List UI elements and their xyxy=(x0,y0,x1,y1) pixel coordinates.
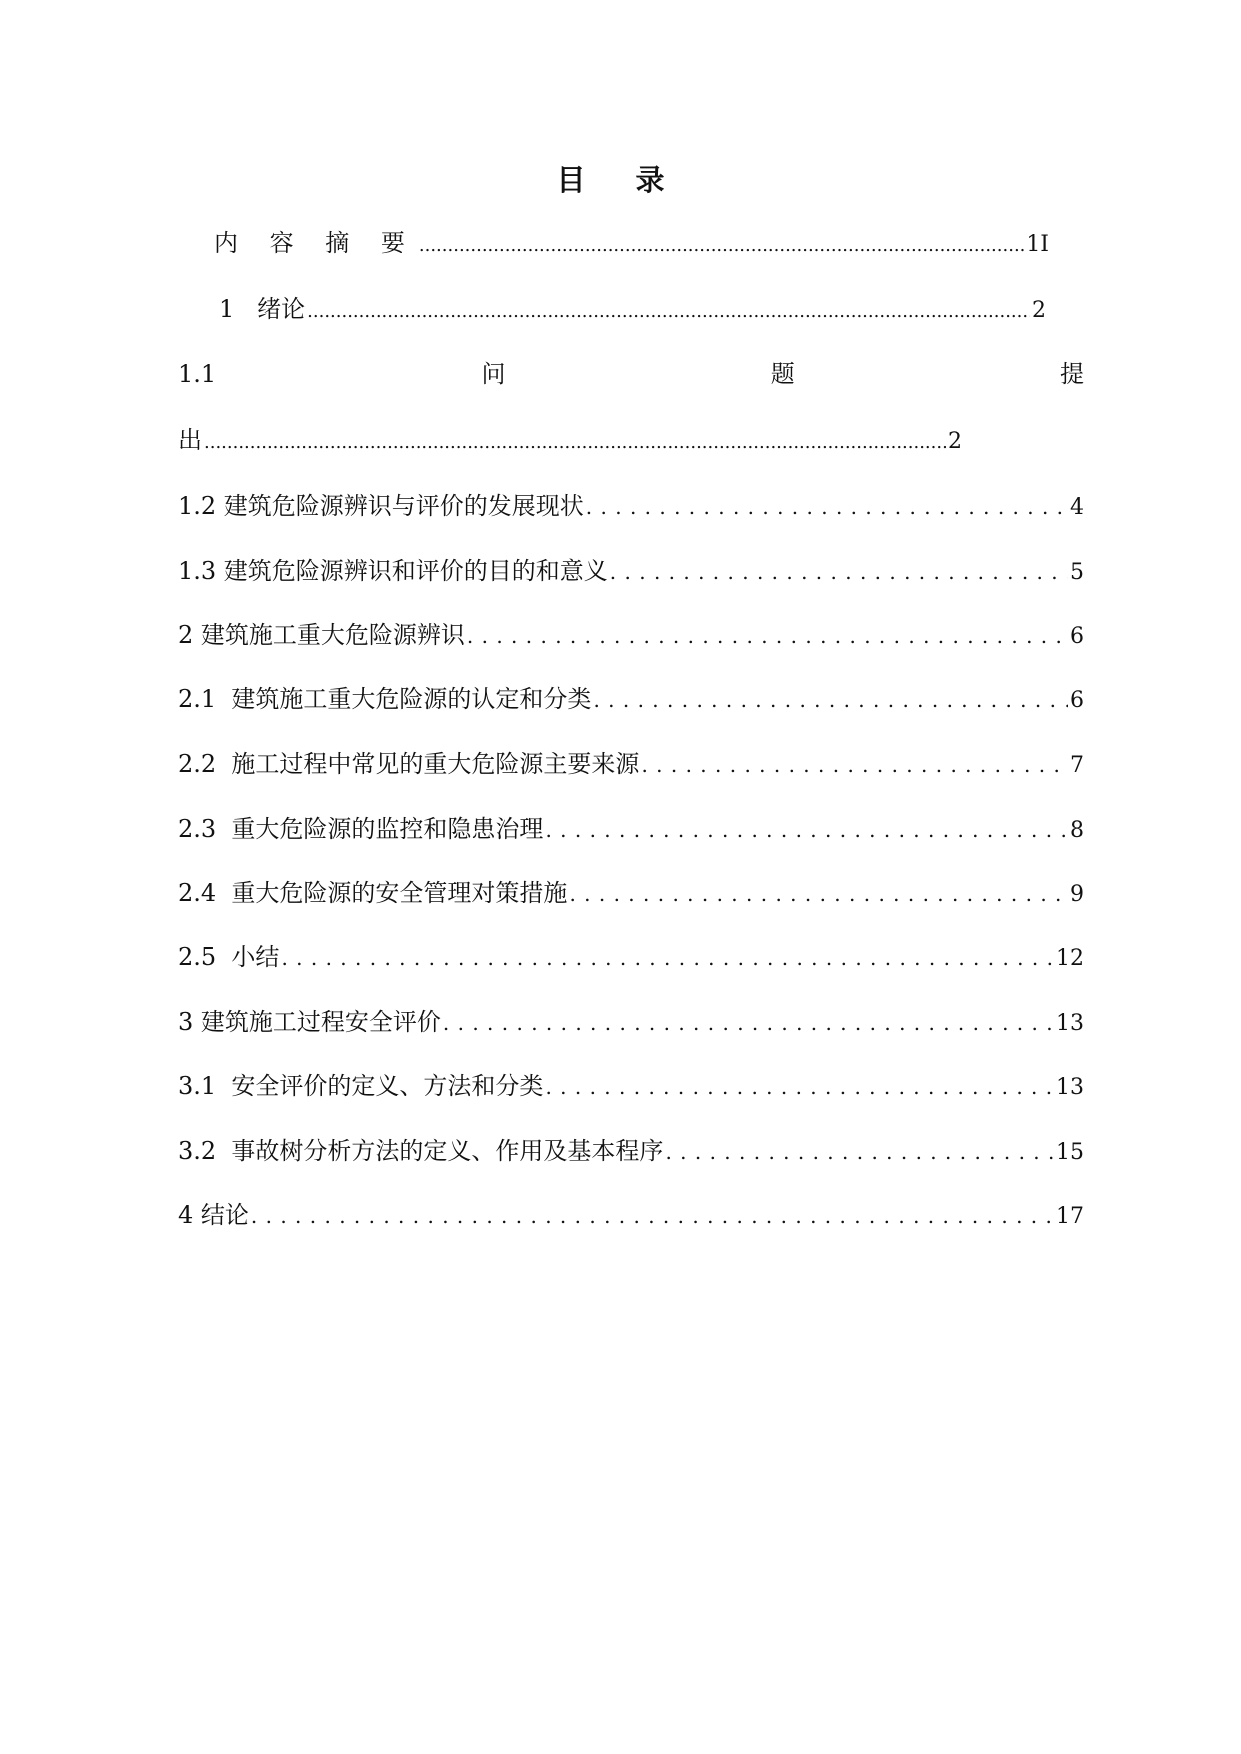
toc-entry-text: 3.1 安全评价的定义、方法和分类 xyxy=(178,1072,544,1100)
toc-entry-text: 3 建筑施工过程安全评价 xyxy=(178,1008,441,1036)
toc-page-number: 13 xyxy=(1056,1011,1084,1036)
toc-entry-text: 2.4 重大危险源的安全管理对策措施 xyxy=(178,879,568,907)
toc-entry-1-3[interactable] xyxy=(178,553,1084,591)
toc-leader-dots xyxy=(467,617,1068,654)
toc-leader-dots xyxy=(610,553,1068,590)
toc-leader-dots xyxy=(281,939,1054,976)
toc-entry-1-1[interactable] xyxy=(178,356,1084,392)
toc-entry-4[interactable] xyxy=(178,1197,1084,1235)
toc-entry-3-2[interactable] xyxy=(178,1133,1084,1171)
toc-page-number: 2 xyxy=(1032,298,1046,323)
toc-entry-text: 4 结论 xyxy=(178,1201,249,1229)
toc-entry-text: 2 建筑施工重大危险源辨识 xyxy=(178,621,465,649)
toc-entry-text-part: 提 xyxy=(1059,360,1084,388)
toc-leader-dots xyxy=(443,1004,1054,1041)
toc-entry-abstract[interactable] xyxy=(214,225,1049,264)
toc-leader-dots xyxy=(665,1133,1054,1170)
toc-page-number: 2 xyxy=(948,429,962,454)
toc-entry-text: 3.2 事故树分析方法的定义、作用及基本程序 xyxy=(178,1137,664,1165)
toc-entry-2-1[interactable] xyxy=(178,681,1084,719)
toc-entry-2[interactable] xyxy=(178,617,1084,655)
page-title: 目 录 xyxy=(556,163,685,197)
toc-leader-dots xyxy=(307,291,1030,330)
toc-entry-text: 2.1 建筑施工重大危险源的认定和分类 xyxy=(178,685,592,713)
toc-entry-text-part: 题 xyxy=(770,360,795,388)
toc-entry-introduction[interactable] xyxy=(219,291,1046,330)
toc-entry-text: 内 容 摘 要 xyxy=(214,229,417,257)
toc-leader-dots xyxy=(419,225,1024,264)
toc-entry-3[interactable] xyxy=(178,1004,1084,1042)
toc-leader-dots xyxy=(545,1068,1054,1105)
toc-entry-2-2[interactable] xyxy=(178,746,1084,784)
toc-leader-dots xyxy=(593,681,1068,718)
toc-leader-dots xyxy=(641,746,1068,783)
toc-entry-text: 1.3 建筑危险源辨识和评价的目的和意义 xyxy=(178,557,608,585)
toc-leader-dots xyxy=(204,422,946,461)
toc-leader-dots xyxy=(586,488,1068,525)
toc-entry-text: 2.5 小结 xyxy=(178,943,280,971)
toc-entry-text: 1.2 建筑危险源辨识与评价的发展现状 xyxy=(178,492,584,520)
toc-entry-text: 1 绪论 xyxy=(219,295,306,323)
toc-entry-text: 出 xyxy=(178,426,202,454)
toc-page-number: 5 xyxy=(1070,560,1084,585)
toc-page-number: 17 xyxy=(1056,1204,1084,1229)
toc-leader-dots xyxy=(569,875,1068,912)
toc-page-number: 15 xyxy=(1056,1140,1084,1165)
toc-leader-dots xyxy=(251,1197,1054,1234)
toc-entry-1-1-continued[interactable] xyxy=(178,422,962,461)
toc-page-number: 6 xyxy=(1070,688,1084,713)
toc-page-number: 4 xyxy=(1070,495,1084,520)
toc-entry-2-4[interactable] xyxy=(178,875,1084,913)
toc-page-number: 13 xyxy=(1056,1075,1084,1100)
toc-entry-text: 2.2 施工过程中常见的重大危险源主要来源 xyxy=(178,750,640,778)
toc-entry-1-2[interactable] xyxy=(178,488,1084,526)
toc-entry-text: 2.3 重大危险源的监控和隐患治理 xyxy=(178,815,544,843)
toc-page-number: 9 xyxy=(1070,882,1084,907)
toc-page-number: 12 xyxy=(1056,946,1084,971)
toc-page-number: 1I xyxy=(1026,232,1049,257)
toc-entry-2-5[interactable] xyxy=(178,939,1084,977)
toc-leader-dots xyxy=(545,811,1068,848)
toc-page-number: 8 xyxy=(1070,818,1084,843)
toc-entry-text-part: 问 xyxy=(481,360,506,388)
toc-entry-3-1[interactable] xyxy=(178,1068,1084,1106)
toc-page-number: 6 xyxy=(1070,624,1084,649)
toc-page-number: 7 xyxy=(1070,753,1084,778)
toc-entry-2-3[interactable] xyxy=(178,811,1084,849)
toc-entry-text-part: 1.1 xyxy=(178,360,217,388)
